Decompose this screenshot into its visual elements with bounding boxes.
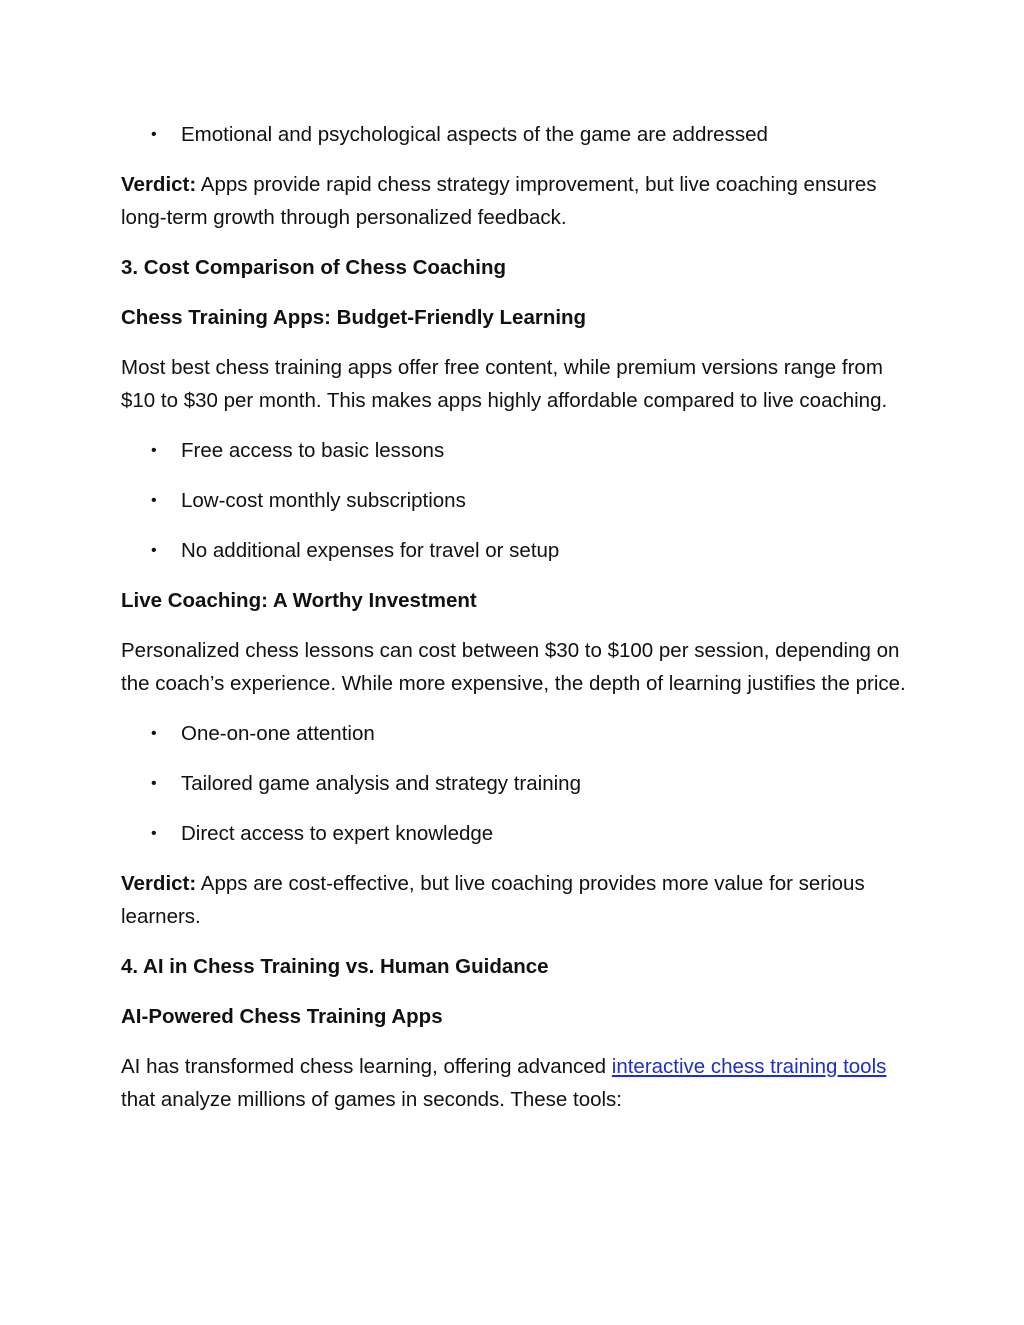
subheading-apps: Chess Training Apps: Budget-Friendly Learning bbox=[121, 306, 587, 329]
list-item-text: Free access to basic lessons bbox=[181, 439, 445, 462]
paragraph-ai-text-end: that analyze millions of games in seconds. These tools: bbox=[121, 1088, 622, 1111]
bullet-list-live bbox=[121, 717, 911, 850]
bullet-list-apps bbox=[121, 434, 911, 567]
list-item-text: Emotional and psychological aspects of the game are addressed bbox=[181, 123, 768, 146]
paragraph-ai-text-start: AI has transformed chess learning, offering advanced bbox=[121, 1055, 612, 1078]
list-item-text: No additional expenses for travel or setup bbox=[181, 539, 560, 562]
bullet-icon: • bbox=[151, 442, 157, 459]
bullet-icon: • bbox=[151, 825, 157, 842]
verdict-text: Apps provide rapid chess strategy improvement, but live coaching ensures long-term growth through personalized feedback. bbox=[121, 173, 877, 229]
list-item bbox=[121, 767, 911, 800]
paragraph-apps: Most best chess training apps offer free content, while premium versions range from $10 to $30 per month. This makes apps highly affordable compared to live coaching. bbox=[121, 356, 888, 412]
bullet-icon: • bbox=[151, 126, 157, 143]
bullet-icon: • bbox=[151, 542, 157, 559]
bullet-icon: • bbox=[151, 492, 157, 509]
list-item bbox=[121, 484, 911, 517]
list-item bbox=[121, 118, 911, 151]
section-heading-cost: 3. Cost Comparison of Chess Coaching bbox=[121, 256, 506, 279]
list-item bbox=[121, 717, 911, 750]
verdict-paragraph-2 bbox=[121, 867, 911, 933]
section-heading-ai: 4. AI in Chess Training vs. Human Guidance bbox=[121, 955, 549, 978]
bullet-icon: • bbox=[151, 775, 157, 792]
interactive-tools-link[interactable]: interactive chess training tools bbox=[611, 1055, 887, 1078]
verdict-paragraph-1 bbox=[121, 168, 911, 234]
list-item-text: Tailored game analysis and strategy training bbox=[181, 772, 581, 795]
verdict-text: Apps are cost-effective, but live coaching provides more value for serious learners. bbox=[121, 872, 865, 928]
paragraph-ai bbox=[121, 1050, 911, 1116]
subheading-live-coaching: Live Coaching: A Worthy Investment bbox=[121, 589, 477, 612]
list-item-text: Direct access to expert knowledge bbox=[181, 822, 494, 845]
list-item bbox=[121, 534, 911, 567]
list-item bbox=[121, 434, 911, 467]
verdict-label: Verdict: bbox=[121, 872, 197, 895]
list-item bbox=[121, 817, 911, 850]
list-item-text: Low-cost monthly subscriptions bbox=[181, 489, 466, 512]
verdict-label: Verdict: bbox=[121, 173, 197, 196]
document-page bbox=[121, 118, 911, 1133]
bullet-list-top bbox=[121, 118, 911, 151]
subheading-ai-apps: AI-Powered Chess Training Apps bbox=[121, 1005, 443, 1028]
list-item-text: One-on-one attention bbox=[181, 722, 375, 745]
paragraph-live-coaching: Personalized chess lessons can cost between $30 to $100 per session, depending on the coach’s experience. While more expensive, the depth of learning justifies the price. bbox=[121, 639, 906, 695]
bullet-icon: • bbox=[151, 725, 157, 742]
